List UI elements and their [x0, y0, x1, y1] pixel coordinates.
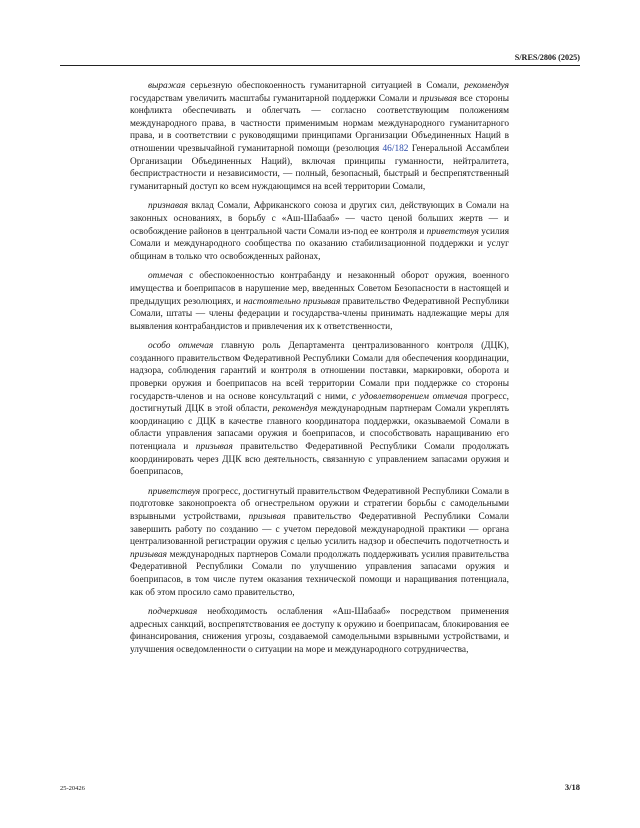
- document-number: 25-20426: [60, 785, 85, 792]
- italic-keyword: признавая: [148, 201, 188, 212]
- preamble-paragraph-progress: [130, 486, 509, 599]
- italic-keyword: отмечая: [148, 271, 183, 282]
- paragraph-text: вклад Сомали, Африканского союза и других сил, действующих в Сомали на законных основаниях, в борьбу с «Аш-Шабааб» — часто ценой больших жертв — и освобождение районов в центральной части Сомали из-под ее контроля и: [130, 201, 509, 237]
- italic-keyword: приветствуя: [426, 226, 479, 237]
- paragraph-text: правительство Федеративной Республики Сомали, штаты — члены федерации и государства-члены принимать надлежащие меры для выявления контрабандистов и привлечения их к ответственности,: [130, 296, 509, 332]
- italic-keyword: выражая: [148, 81, 186, 91]
- paragraph-text: прогресс, достигнутый правительством Федеративной Республики Сомали в подготовке законопроекта об огнестрельном оружии и стратегии борьбы с самодельными взрывными устройствами,: [130, 486, 509, 522]
- page-number: 3/18: [564, 782, 580, 792]
- italic-keyword: рекомендуя: [464, 81, 509, 91]
- header-rule: [60, 65, 580, 66]
- paragraph-text: главную роль Департамента централизованного контроля (ДЦК), созданного правительством Федеративной Республики Сомали для обеспечения координации, надзора, соблюдения гарантий и контроля в отношении поставки, маркировки, оборота и проверки оружия и боеприпасов на всей территории Сомали при поддержке со стороны государств-членов и на основе консультаций с ними,: [130, 341, 509, 402]
- paragraph-text: правительство Федеративной Республики Сомали завершить работу по созданию — с учетом передовой международной практики — органа централизованной регистрации оружия с целью усилить надзор и обеспечить подотчетность и: [130, 512, 509, 548]
- resolution-reference-link[interactable]: 46/182: [382, 143, 409, 154]
- paragraph-text: прогресс, достигнутый ДЦК в этой области,: [130, 391, 509, 415]
- italic-keyword: рекомендуя: [272, 404, 318, 415]
- paragraph-text: международных партнеров Сомали продолжать поддерживать усилия правительства Федеративной Республики Сомали по улучшению управления запасами оружия и боеприпасов, в том числе путем оказания технической помощи и наращивания потенциала, как об этом просило само правительство,: [130, 549, 509, 598]
- paragraph-text: необходимость ослабления «Аш-Шабааб» посредством применения адресных санкций, воспрепятствования ее доступу к оружию и боеприпасам, блокирования ее финансирования, снижения угрозы, создаваемой самодельными взрывными устройствами, и улучшения осведомленности о ситуации на море и международного сотрудничества,: [130, 607, 509, 655]
- italic-keyword: призывая: [195, 442, 233, 453]
- italic-keyword: настоятельно призывая: [243, 296, 341, 307]
- preamble-paragraph-al-shabaab: [130, 606, 509, 656]
- preamble-paragraph-smuggling: [130, 270, 509, 333]
- italic-keyword: подчеркивая: [148, 607, 198, 618]
- italic-keyword: призывая: [130, 549, 167, 560]
- italic-keyword: с удовлетворением отмечая: [351, 391, 468, 402]
- italic-keyword: особо отмечая: [148, 341, 214, 352]
- paragraph-text: с обеспокоенностью контрабанду и незаконный оборот оружия, военного имущества и боеприпасов в нарушение мер, введенных Советом Безопасности в настоящей и предыдущих резолюциях, и: [130, 271, 509, 307]
- paragraph-text: серьезную обеспокоенность гуманитарной ситуацией в Сомали,: [185, 81, 465, 91]
- document-symbol: S/RES/2806 (2025): [514, 53, 580, 62]
- paragraph-text: все стороны конфликта обеспечивать и облегчать — согласно соответствующим положениям международного права, в частности применимым нормам международного гуманитарного права, и в соответствии с руководящими принципами Организации Объединенных Наций в отношении чрезвычайной гуманитарной помощи (резолюция: [130, 93, 509, 154]
- italic-keyword: призывая: [420, 93, 457, 104]
- paragraph-text: правительство Федеративной Республики Сомали продолжать координировать через ДЦК всю деятельность, связанную с управлением запасами оружия и боеприпасов,: [130, 442, 509, 478]
- resolution-body: [130, 80, 509, 664]
- italic-keyword: приветствуя: [148, 486, 201, 497]
- paragraph-text: международным партнерам Сомали укреплять координацию с ДЦК в качестве главного координатора поддержки, оказываемой Сомали в области управления запасами оружия и боеприпасов, и способствовать наращиванию его потенциала и: [130, 404, 509, 453]
- paragraph-text: Генеральной Ассамблеи Организации Объединенных Наций), включая принципы гуманности, нейтралитета, беспристрастности и независимости, — полный, безопасный, быстрый и беспрепятственный гуманитарный доступ ко всем нуждающимся на всей территории Сомали,: [130, 143, 509, 192]
- paragraph-text: усилия Сомали и международного сообщества по оказанию стабилизационной поддержки и услуг общинам в только что освобожденных районах,: [130, 226, 510, 262]
- preamble-paragraph-recognizing: [130, 200, 509, 263]
- preamble-paragraph-dcc: [130, 340, 509, 479]
- paragraph-text: государствам увеличить масштабы гуманитарной поддержки Сомали и: [130, 93, 420, 104]
- italic-keyword: призывая: [248, 512, 286, 522]
- preamble-paragraph-humanitarian: [130, 80, 509, 193]
